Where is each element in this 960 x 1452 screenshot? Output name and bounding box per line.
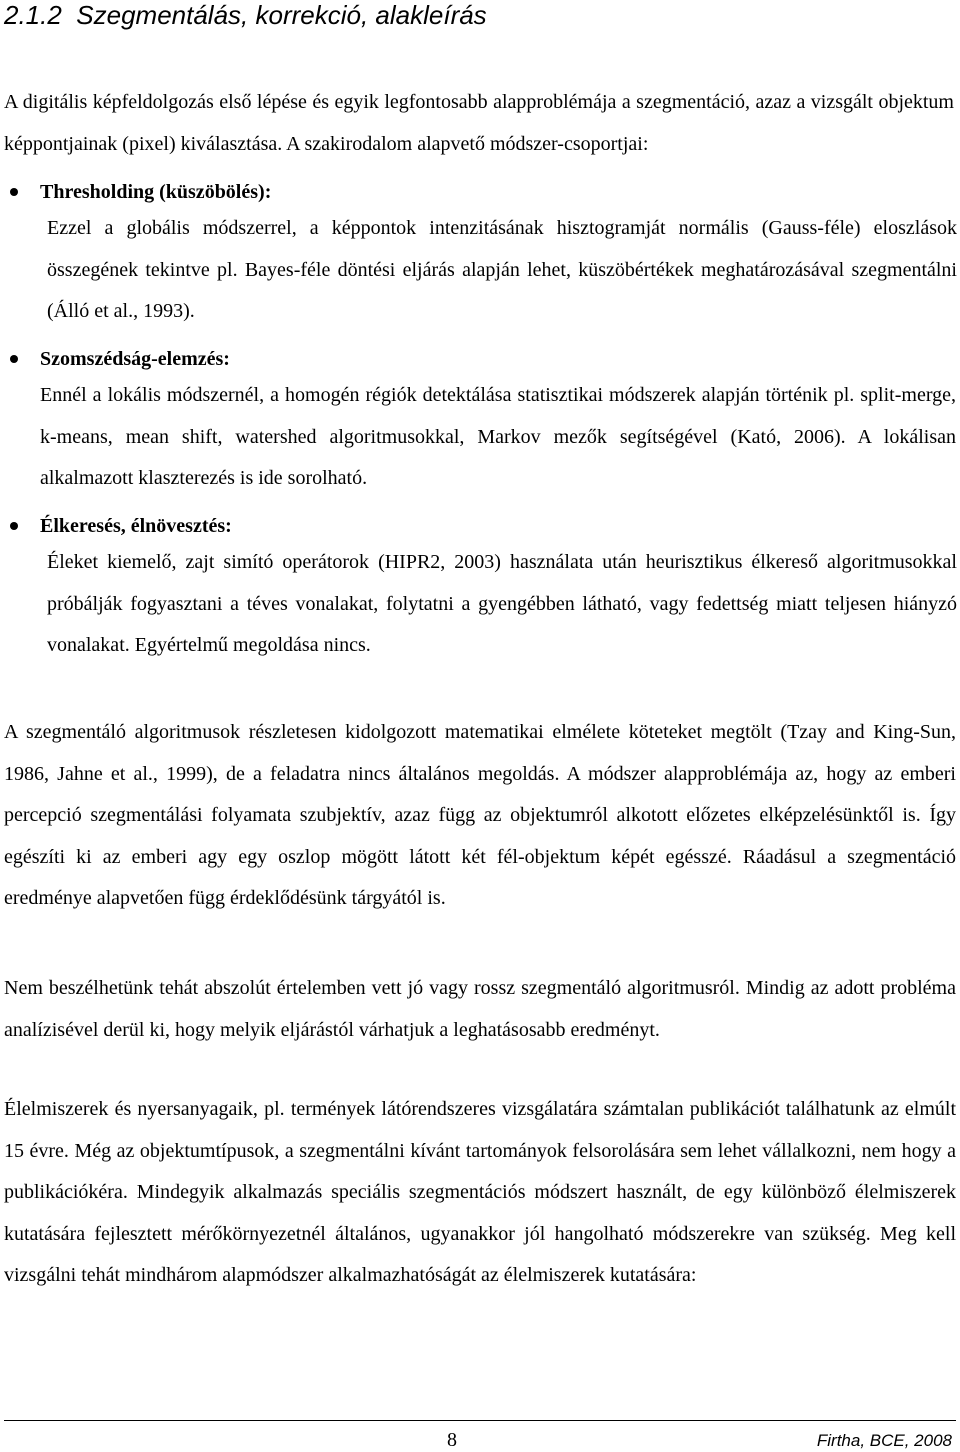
bullet-title: Szomszédság-elemzés: (40, 348, 230, 370)
bullet-body: Ennél a lokális módszernél, a homogén régiók detektálása statisztikai módszerek alapján történik pl. split-merge, k-means, mean shift, watershed algoritmusokkal, Markov mezők segítségével (Kató, 2006). A lokálisan alkalmazott klaszterezés is ide sorolható. (40, 384, 956, 490)
paragraph-no-absolute: Nem beszélhetünk tehát abszolút értelemben vett jó vagy rossz szegmentáló algoritmusról. Mindig az adott probléma analízisével derül ki, hogy melyik eljárástól várhatjuk a leghatásosabb eredményt. (4, 977, 956, 1041)
section-heading (4, 0, 487, 30)
footer-credit: Firtha, BCE, 2008 (816, 1431, 952, 1450)
paragraph-food: Élelmiszerek és nyersanyagaik, pl. termények látórendszeres vizsgálatára számtalan publikációt találhatunk az elmúlt 15 évre. Még az objektumtípusok, a szegmentálni kívánt tartományok felsorolására sem lehet vállalkozni, nem hogy a publikációkéra. Mindegyik alkalmazás speciális szegmentációs módszert használt, de egy különböző élelmiszerek kutatására fejlesztett mérőkörnyezetnél általános, ugyanakkor jól hangolható módszerekre van szükség. Meg kell vizsgálni tehát mindhárom alapmódszer alkalmazhatóságát az élelmiszerek kutatására: (4, 1098, 956, 1287)
bullet-dot-icon (10, 522, 18, 530)
paragraph-algorithms: A szegmentáló algoritmusok részletesen kidolgozott matematikai elmélete köteteket megtölt (Tzay and King-Sun, 1986, Jahne et al., 1999), de a feladatra nincs általános megoldás. A módszer alapproblémája az, hogy az emberi percepció szegmentálási folyamata szubjektív, azaz függ az objektumról alkotott előzetes elképzelésünktől is. Így egészíti ki az emberi agy egy oszlop mögött látott két fél-objektum képét egésszé. Ráadásul a szegmentáció eredménye alapvetően függ érdeklődésünk tárgyától is. (4, 721, 956, 910)
bullet-dot-icon (10, 188, 18, 196)
bullet-title: Élkeresés, élnövesztés: (40, 515, 232, 537)
bullet-title: Thresholding (küszöbölés): (40, 181, 272, 203)
intro-paragraph: A digitális képfeldolgozás első lépése és egyik legfontosabb alapproblémája a szegmentáció, azaz a vizsgált objektum képpontjainak (pixel) kiválasztása. A szakirodalom alapvető módszer-csoportjai: (4, 91, 954, 155)
page-number: 8 (447, 1429, 457, 1451)
bullet-dot-icon (10, 355, 18, 363)
section-title: Szegmentálás, korrekció, alakleírás (76, 0, 487, 30)
section-number: 2.1.2 (4, 0, 62, 30)
footer-divider (4, 1420, 956, 1421)
bullet-body: Ezzel a globális módszerrel, a képpontok intenzitásának hisztogramját normális (Gauss-féle) eloszlások összegének tekintve pl. Bayes-féle döntési eljárás alapján lehet, küszöbértékek meghatározásával szegmentálni (Álló et al., 1993). (47, 217, 957, 323)
bullet-body: Éleket kiemelő, zajt simító operátorok (HIPR2, 2003) használata után heurisztikus élkereső algoritmusokkal próbálják fogyasztani a téves vonalakat, folytatni a gyengébben látható, vagy fedettség miatt teljesen hiányzó vonalakat. Egyértelmű megoldása nincs. (47, 551, 957, 657)
